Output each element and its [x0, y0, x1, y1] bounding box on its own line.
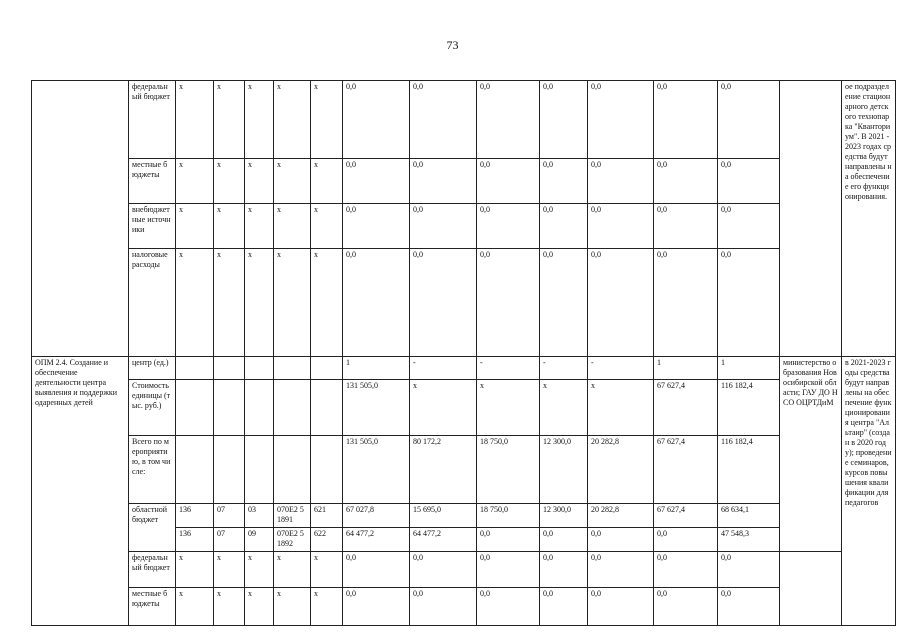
value-cell: 64 477,2	[343, 528, 410, 552]
code-cell: x	[274, 159, 311, 204]
value-cell: 0,0	[588, 528, 654, 552]
value-cell: 0,0	[477, 81, 540, 159]
value-cell: 0,0	[343, 204, 410, 249]
code-cell: x	[274, 249, 311, 357]
code-cell: x	[311, 81, 343, 159]
value-cell: 0,0	[588, 552, 654, 588]
executor-cell	[780, 81, 842, 357]
source-label: Стоимость единицы (тыс. руб.)	[129, 380, 176, 436]
code-cell: x	[176, 81, 214, 159]
value-cell: x	[540, 380, 588, 436]
code-cell: x	[176, 552, 214, 588]
code-cell: 03	[245, 504, 274, 528]
code-cell: x	[311, 552, 343, 588]
value-cell: 0,0	[654, 159, 718, 204]
code-cell	[214, 436, 245, 504]
value-cell: 64 477,2	[410, 528, 477, 552]
value-cell: 1	[654, 357, 718, 380]
value-cell: 0,0	[718, 552, 780, 588]
value-cell: 0,0	[718, 81, 780, 159]
value-cell: x	[588, 380, 654, 436]
code-cell	[176, 436, 214, 504]
value-cell: 0,0	[718, 159, 780, 204]
value-cell: 0,0	[654, 552, 718, 588]
code-cell: x	[214, 552, 245, 588]
value-cell: 0,0	[540, 81, 588, 159]
value-cell: -	[477, 357, 540, 380]
code-cell	[214, 380, 245, 436]
code-cell: x	[245, 249, 274, 357]
source-label: местные бюджеты	[129, 159, 176, 204]
measure-name: ОПМ 2.4. Создание и обеспечение деятельности центра выявления и поддержки одаренных детей	[32, 357, 129, 626]
value-cell: 0,0	[410, 249, 477, 357]
code-cell: x	[274, 81, 311, 159]
code-cell	[245, 436, 274, 504]
code-cell: x	[274, 588, 311, 626]
code-cell	[274, 357, 311, 380]
code-cell: x	[214, 249, 245, 357]
code-cell: x	[311, 159, 343, 204]
code-cell: 07	[214, 528, 245, 552]
value-cell: 0,0	[477, 528, 540, 552]
source-label: налоговые расходы	[129, 249, 176, 357]
value-cell: 20 282,8	[588, 504, 654, 528]
code-cell: x	[214, 159, 245, 204]
value-cell: 0,0	[477, 204, 540, 249]
code-cell: 09	[245, 528, 274, 552]
value-cell: 0,0	[343, 159, 410, 204]
value-cell: 80 172,2	[410, 436, 477, 504]
note-cell: ое подразделение стационарного детского технопарка "Кванториум". В 2021 - 2023 годах средства будут направлены на обеспечение его функционирования.	[842, 81, 896, 357]
code-cell	[214, 357, 245, 380]
note-cell: в 2021-2023 годы средства будут направлены на обеспечение функционирования центра "Альтаир" (создан в 2020 году); проведение семинаров, курсов повышения квалификации для педагогов	[842, 357, 896, 626]
code-cell: x	[214, 588, 245, 626]
value-cell: 0,0	[654, 249, 718, 357]
code-cell: x	[176, 159, 214, 204]
source-label: федеральный бюджет	[129, 81, 176, 159]
value-cell: 0,0	[410, 588, 477, 626]
value-cell: x	[477, 380, 540, 436]
value-cell: -	[588, 357, 654, 380]
code-cell: x	[176, 204, 214, 249]
value-cell: 18 750,0	[477, 436, 540, 504]
code-cell	[176, 380, 214, 436]
value-cell: 15 695,0	[410, 504, 477, 528]
code-cell: 621	[311, 504, 343, 528]
value-cell: 0,0	[477, 159, 540, 204]
value-cell: 20 282,8	[588, 436, 654, 504]
value-cell: 0,0	[718, 588, 780, 626]
value-cell: 0,0	[343, 249, 410, 357]
code-cell: x	[311, 204, 343, 249]
value-cell: 0,0	[343, 588, 410, 626]
code-cell	[245, 357, 274, 380]
value-cell: 0,0	[654, 588, 718, 626]
code-cell: x	[274, 204, 311, 249]
code-cell: x	[176, 588, 214, 626]
budget-table	[31, 80, 896, 626]
value-cell: 0,0	[540, 588, 588, 626]
code-cell: x	[214, 81, 245, 159]
value-cell: 0,0	[718, 249, 780, 357]
code-cell	[311, 436, 343, 504]
value-cell: 68 634,1	[718, 504, 780, 528]
code-cell	[274, 436, 311, 504]
value-cell: 0,0	[477, 249, 540, 357]
source-label: внебюджетные источники	[129, 204, 176, 249]
table-row	[32, 588, 896, 626]
value-cell: 0,0	[410, 204, 477, 249]
value-cell: 131 505,0	[343, 380, 410, 436]
code-cell	[176, 357, 214, 380]
source-label: Всего по мероприятию, в том числе:	[129, 436, 176, 504]
value-cell: -	[410, 357, 477, 380]
value-cell: 1	[718, 357, 780, 380]
table-row	[32, 504, 896, 528]
value-cell: 0,0	[654, 204, 718, 249]
table-row	[32, 552, 896, 588]
value-cell: 0,0	[343, 552, 410, 588]
value-cell: 47 548,3	[718, 528, 780, 552]
value-cell: 18 750,0	[477, 504, 540, 528]
value-cell: 0,0	[588, 249, 654, 357]
value-cell: 0,0	[540, 204, 588, 249]
value-cell: 116 182,4	[718, 380, 780, 436]
code-cell: x	[245, 552, 274, 588]
table-row	[32, 249, 896, 357]
value-cell: 0,0	[410, 159, 477, 204]
code-cell: x	[245, 81, 274, 159]
value-cell: 0,0	[410, 552, 477, 588]
code-cell: 070E2 51891	[274, 504, 311, 528]
value-cell: 12 300,0	[540, 436, 588, 504]
code-cell	[311, 357, 343, 380]
value-cell: 0,0	[588, 159, 654, 204]
value-cell: 67 627,4	[654, 504, 718, 528]
source-label: областной бюджет	[129, 504, 176, 552]
code-cell: 622	[311, 528, 343, 552]
value-cell: 0,0	[588, 81, 654, 159]
table-row	[32, 436, 896, 504]
value-cell: 0,0	[540, 159, 588, 204]
code-cell: x	[311, 249, 343, 357]
measure-cell	[32, 81, 129, 357]
code-cell: x	[311, 588, 343, 626]
value-cell: x	[410, 380, 477, 436]
source-label: центр (ед.)	[129, 357, 176, 380]
value-cell: 0,0	[654, 528, 718, 552]
value-cell: 67 027,8	[343, 504, 410, 528]
code-cell: x	[214, 204, 245, 249]
executor-cell	[780, 552, 842, 626]
value-cell: 0,0	[588, 588, 654, 626]
value-cell: 0,0	[540, 249, 588, 357]
code-cell: 07	[214, 504, 245, 528]
value-cell: 0,0	[718, 204, 780, 249]
source-label: местные бюджеты	[129, 588, 176, 626]
value-cell: 0,0	[477, 552, 540, 588]
table-row	[32, 159, 896, 204]
code-cell	[245, 380, 274, 436]
code-cell	[274, 380, 311, 436]
value-cell: 0,0	[588, 204, 654, 249]
code-cell: x	[245, 204, 274, 249]
executor-cell: министерство образования Новосибирской области; ГАУ ДО НСО ОЦРТДиМ	[780, 357, 842, 552]
value-cell: 67 627,4	[654, 436, 718, 504]
value-cell: 67 627,4	[654, 380, 718, 436]
value-cell: 0,0	[410, 81, 477, 159]
value-cell: 116 182,4	[718, 436, 780, 504]
value-cell: 0,0	[343, 81, 410, 159]
code-cell: 070E2 51892	[274, 528, 311, 552]
code-cell: x	[176, 249, 214, 357]
value-cell: 131 505,0	[343, 436, 410, 504]
value-cell: 0,0	[477, 588, 540, 626]
table-row	[32, 81, 896, 159]
code-cell: x	[274, 552, 311, 588]
page-number: 73	[446, 38, 459, 52]
code-cell: 136	[176, 504, 214, 528]
value-cell: 0,0	[654, 81, 718, 159]
source-label: федеральный бюджет	[129, 552, 176, 588]
table-row	[32, 380, 896, 436]
table-row	[32, 357, 896, 380]
code-cell: x	[245, 588, 274, 626]
value-cell: 0,0	[540, 552, 588, 588]
value-cell: 0,0	[540, 528, 588, 552]
code-cell: 136	[176, 528, 214, 552]
value-cell: 1	[343, 357, 410, 380]
value-cell: 12 300,0	[540, 504, 588, 528]
code-cell: x	[245, 159, 274, 204]
table-row	[32, 204, 896, 249]
value-cell: -	[540, 357, 588, 380]
code-cell	[311, 380, 343, 436]
